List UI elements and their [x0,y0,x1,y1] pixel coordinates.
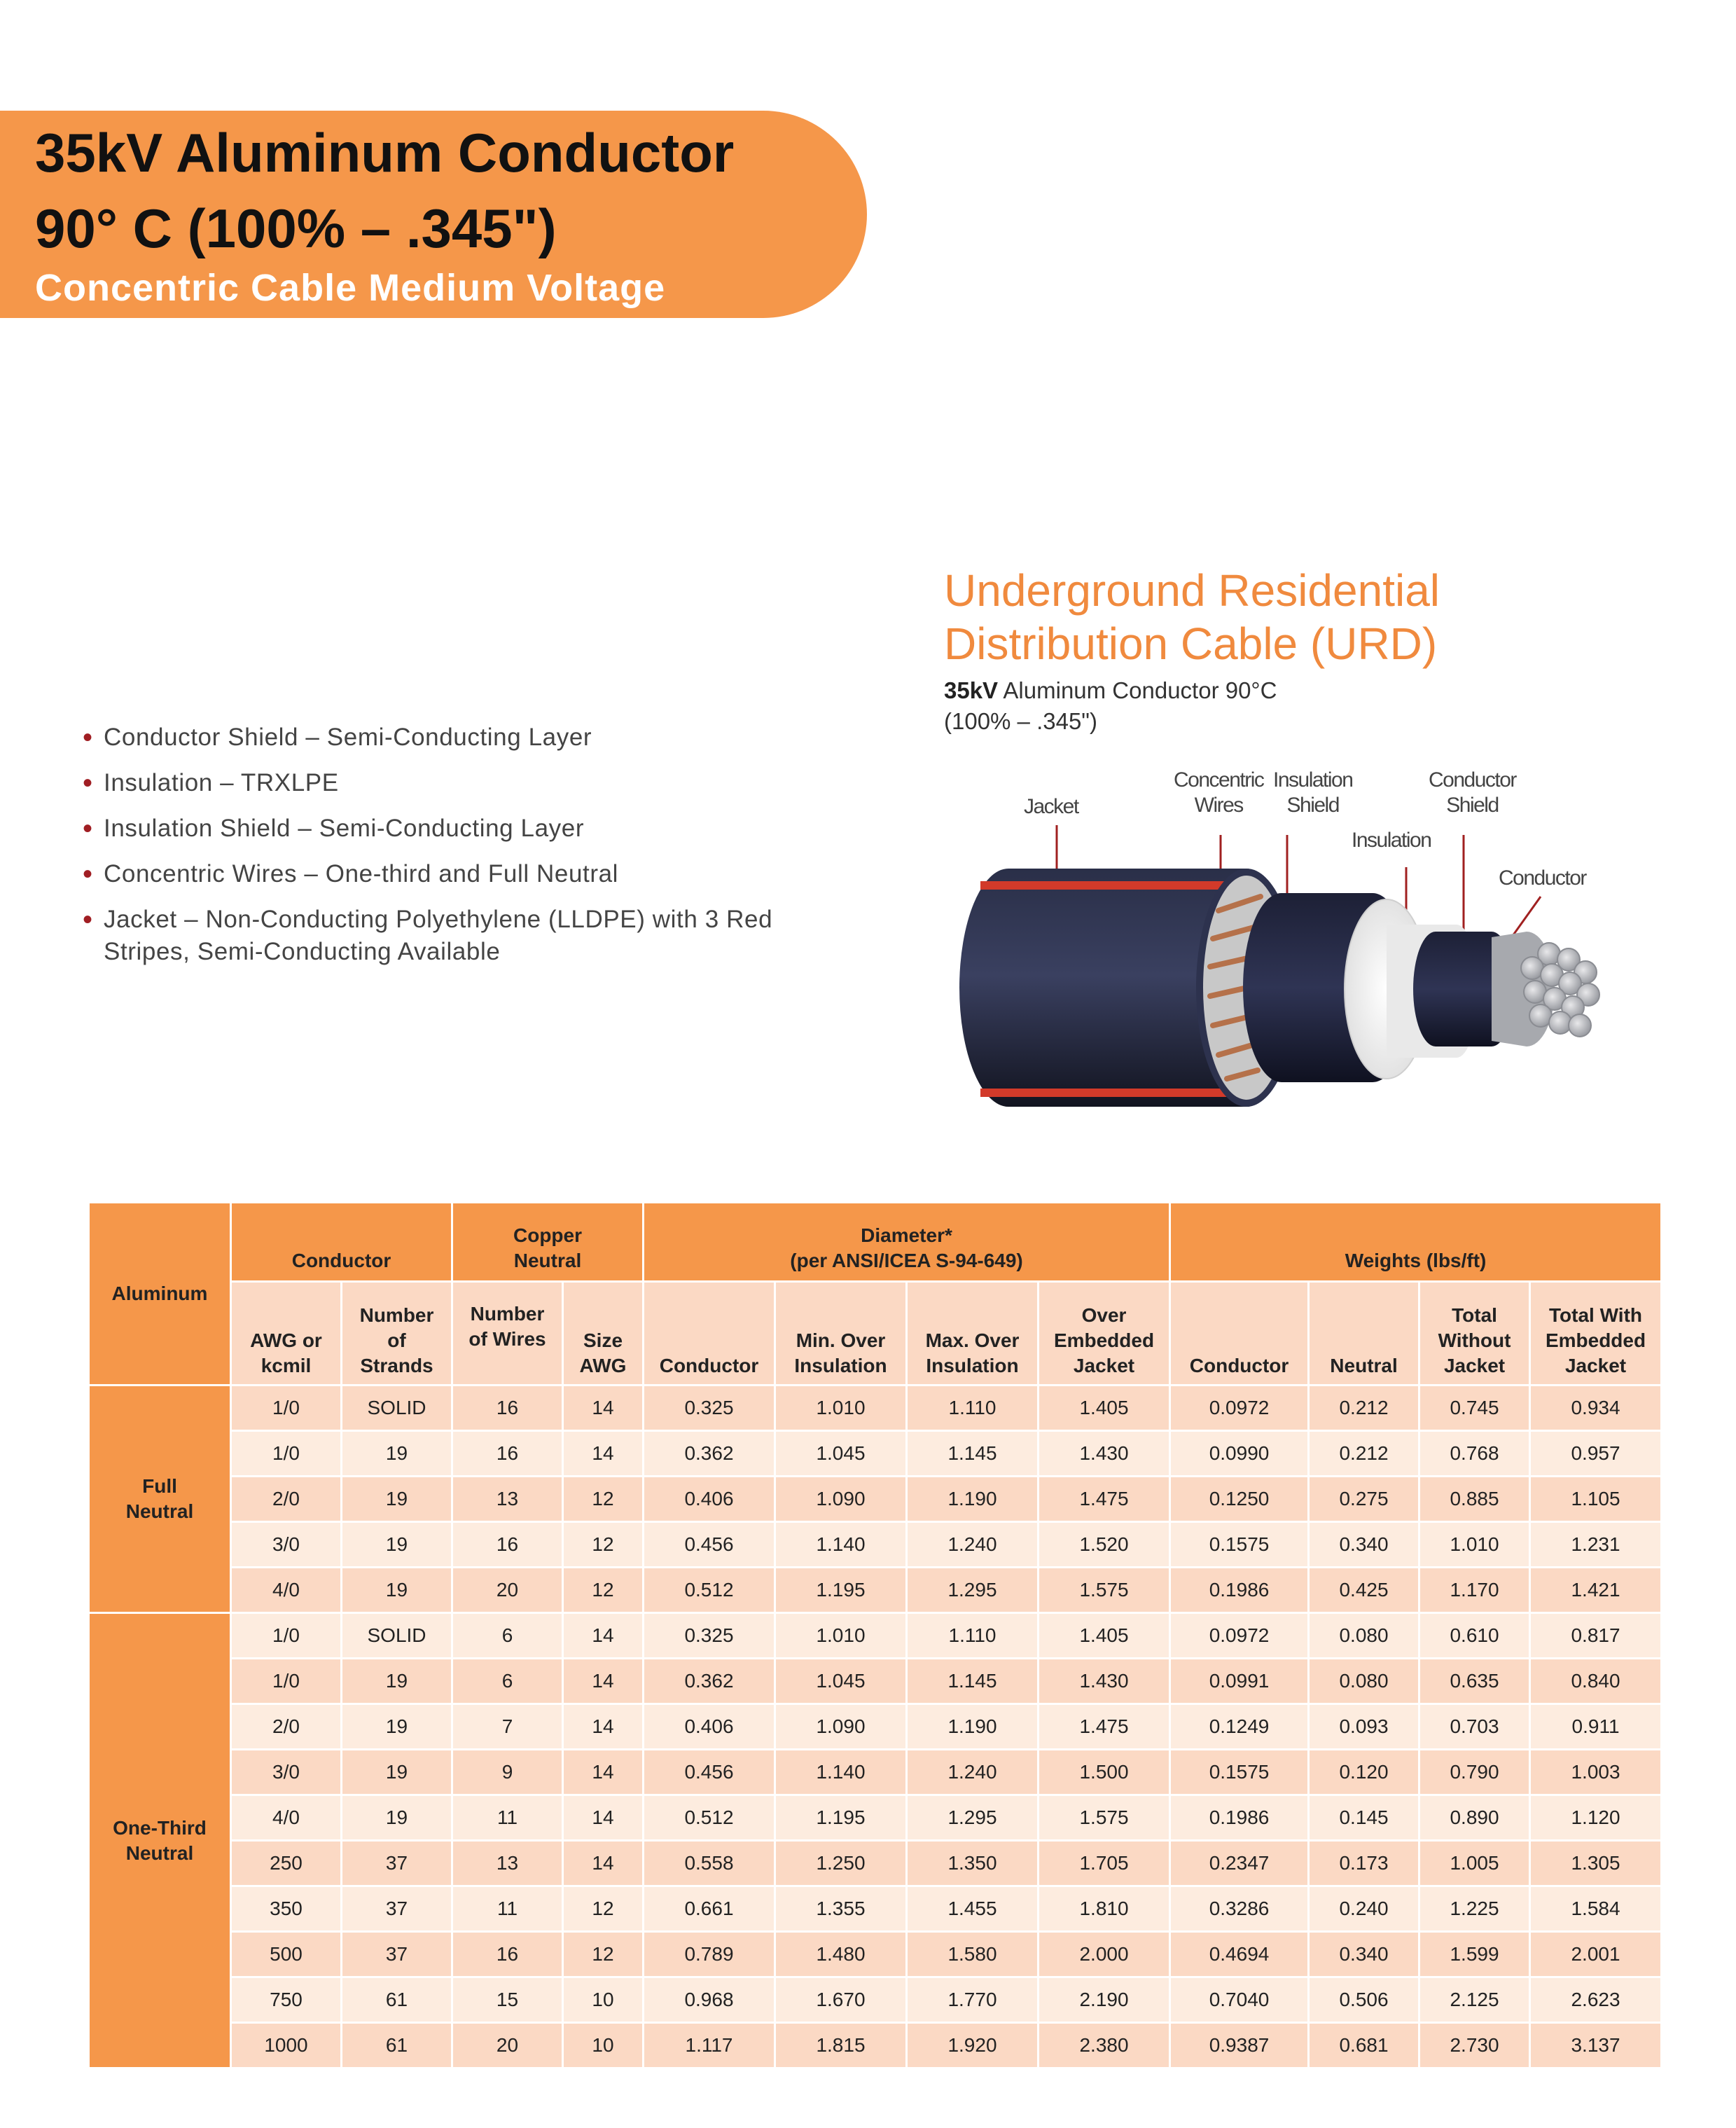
table-row [90,1432,1660,1475]
table-cell: 1.475 [1039,1477,1169,1521]
label-concentric-wires: Concentric Wires [1174,768,1264,817]
header-weight-conductor: Conductor [1171,1283,1307,1384]
table-cell: 1.475 [1039,1705,1169,1748]
table-row [90,1978,1660,2022]
table-cell: 0.2347 [1171,1842,1307,1885]
header-size-awg: Size AWG [564,1283,642,1384]
table-cell: 1.140 [776,1750,905,1794]
table-cell: 61 [342,1978,451,2022]
table-cell: 14 [564,1386,642,1430]
table-cell: 0.681 [1310,2024,1418,2067]
table-cell: 3.137 [1531,2024,1660,2067]
table-row [90,1568,1660,1612]
table-cell: 1.045 [776,1659,905,1703]
feature-item: • Conductor Shield – Semi-Conducting Layer [83,722,592,753]
table-cell: 14 [564,1796,642,1839]
table-cell: 1.195 [776,1796,905,1839]
table-cell: 0.080 [1310,1659,1418,1703]
header-diameter-group: Diameter* (per ANSI/ICEA S-94-649) [644,1203,1169,1280]
table-cell: 12 [564,1887,642,1930]
table-cell: 0.340 [1310,1523,1418,1566]
table-cell: 2.380 [1039,2024,1169,2067]
table-cell: 14 [564,1614,642,1657]
table-cell: 0.275 [1310,1477,1418,1521]
table-cell: 1.295 [908,1568,1037,1612]
table-cell: 1.520 [1039,1523,1169,1566]
specification-table [88,1201,1662,2069]
table-cell: 0.340 [1310,1933,1418,1976]
table-cell: 1.480 [776,1933,905,1976]
table-cell: 0.456 [644,1750,774,1794]
table-row [90,1842,1660,1885]
table-cell: 2.730 [1420,2024,1529,2067]
table-cell: 14 [564,1705,642,1748]
table-cell: 1.190 [908,1477,1037,1521]
table-cell: 0.968 [644,1978,774,2022]
table-cell: 1.580 [908,1933,1037,1976]
label-conductor-shield: Conductor Shield [1429,768,1516,817]
table-cell: 1.350 [908,1842,1037,1885]
table-row [90,1705,1660,1748]
header-diameter-conductor: Conductor [644,1283,774,1384]
table-cell: 1.003 [1531,1750,1660,1794]
table-cell: 1.500 [1039,1750,1169,1794]
table-cell: 0.558 [644,1842,774,1885]
table-cell: 0.173 [1310,1842,1418,1885]
table-cell: 0.120 [1310,1750,1418,1794]
table-cell: 1.405 [1039,1386,1169,1430]
table-cell: 0.610 [1420,1614,1529,1657]
table-cell: 11 [453,1796,562,1839]
urd-subtitle: 35kV Aluminum Conductor 90°C (100% – .345") [944,677,1277,734]
table-cell: 1000 [232,2024,340,2067]
table-cell: 10 [564,1978,642,2022]
header-weight-neutral: Neutral [1310,1283,1418,1384]
table-cell: 0.1986 [1171,1796,1307,1839]
table-cell: 0.840 [1531,1659,1660,1703]
table-cell: 0.406 [644,1705,774,1748]
table-cell: 1.815 [776,2024,905,2067]
table-cell: 1.105 [1531,1477,1660,1521]
table-cell: 15 [453,1978,562,2022]
table-row [90,1477,1660,1521]
urd-title: Underground Residential Distribution Cable (URD) [944,565,1440,669]
table-cell: 0.0972 [1171,1614,1307,1657]
table-cell: 1.195 [776,1568,905,1612]
bullet-icon: • [83,813,93,844]
table-cell: 1.810 [1039,1887,1169,1930]
header-number-of-strands: Number of Strands [342,1283,451,1384]
table-cell: 0.406 [644,1477,774,1521]
table-cell: 0.512 [644,1796,774,1839]
header-over-embedded-jacket: Over Embedded Jacket [1039,1283,1169,1384]
feature-item: • Insulation Shield – Semi-Conducting Layer [83,813,585,844]
table-cell: 20 [453,1568,562,1612]
table-cell: 0.512 [644,1568,774,1612]
table-row [90,2024,1660,2067]
page-title: 35kV Aluminum Conductor [35,122,735,184]
table-cell: 1/0 [232,1659,340,1703]
table-cell: 19 [342,1796,451,1839]
table-cell: 0.789 [644,1933,774,1976]
table-cell: 1.140 [776,1523,905,1566]
row-group-label: One-Third Neutral [90,1614,230,2067]
table-cell: 0.093 [1310,1705,1418,1748]
header-number-of-wires: Number of Wires [453,1283,562,1384]
table-row [90,1386,1660,1430]
table-cell: 0.080 [1310,1614,1418,1657]
table-cell: 1.225 [1420,1887,1529,1930]
table-cell: 2/0 [232,1477,340,1521]
table-cell: 12 [564,1568,642,1612]
table-row [90,1796,1660,1839]
table-cell: 0.885 [1420,1477,1529,1521]
row-group-label: Full Neutral [90,1386,230,1612]
table-cell: 1.584 [1531,1887,1660,1930]
table-cell: 1.110 [908,1386,1037,1430]
table-cell: 3/0 [232,1750,340,1794]
table-cell: 1/0 [232,1386,340,1430]
table-cell: 0.0990 [1171,1432,1307,1475]
table-cell: 0.145 [1310,1796,1418,1839]
table-cell: 19 [342,1659,451,1703]
feature-list [83,721,811,981]
bullet-icon: • [83,722,93,753]
table-cell: 1.575 [1039,1568,1169,1612]
table-cell: 0.325 [644,1614,774,1657]
page-title-rating: 90° C (100% – .345") [35,198,557,259]
table-cell: 0.934 [1531,1386,1660,1430]
table-cell: 0.890 [1420,1796,1529,1839]
table-row [90,1659,1660,1703]
table-cell: 250 [232,1842,340,1885]
table-cell: 0.240 [1310,1887,1418,1930]
table-cell: 2.000 [1039,1933,1169,1976]
table-cell: 0.817 [1531,1614,1660,1657]
table-cell: 16 [453,1386,562,1430]
table-row [90,1750,1660,1794]
table-cell: 1.045 [776,1432,905,1475]
table-cell: 1.190 [908,1705,1037,1748]
table-cell: 0.911 [1531,1705,1660,1748]
header-min-over-insulation: Min. Over Insulation [776,1283,905,1384]
table-cell: 0.745 [1420,1386,1529,1430]
table-cell: 13 [453,1842,562,1885]
bullet-icon: • [83,859,93,890]
header-copper-neutral-group: Copper Neutral [453,1203,642,1280]
table-cell: SOLID [342,1614,451,1657]
table-cell: 19 [342,1432,451,1475]
table-cell: SOLID [342,1386,451,1430]
table-cell: 0.456 [644,1523,774,1566]
table-cell: 0.703 [1420,1705,1529,1748]
table-cell: 19 [342,1705,451,1748]
table-cell: 1/0 [232,1614,340,1657]
bullet-icon: • [83,904,93,935]
table-cell: 1.430 [1039,1659,1169,1703]
header-awg-kcmil: AWG or kcmil [232,1283,340,1384]
table-cell: 2.125 [1420,1978,1529,2022]
header-total-with-embedded-jacket: Total With Embedded Jacket [1531,1283,1660,1384]
table-cell: 12 [564,1523,642,1566]
table-cell: 1.117 [644,2024,774,2067]
table-cell: 10 [564,2024,642,2067]
table-cell: 1.240 [908,1750,1037,1794]
table-cell: 1.295 [908,1796,1037,1839]
table-cell: 0.1575 [1171,1523,1307,1566]
table-cell: 350 [232,1887,340,1930]
table-cell: 14 [564,1659,642,1703]
table-cell: 1.599 [1420,1933,1529,1976]
header-max-over-insulation: Max. Over Insulation [908,1283,1037,1384]
feature-item: • Insulation – TRXLPE [83,768,339,799]
table-cell: 0.212 [1310,1386,1418,1430]
table-row [90,1523,1660,1566]
table-cell: 61 [342,2024,451,2067]
table-cell: 0.7040 [1171,1978,1307,2022]
table-cell: 0.4694 [1171,1933,1307,1976]
header-total-without-jacket: Total Without Jacket [1420,1283,1529,1384]
table-cell: 13 [453,1477,562,1521]
table-cell: 1.355 [776,1887,905,1930]
table-cell: 19 [342,1750,451,1794]
table-cell: 1.250 [776,1842,905,1885]
table-cell: 16 [453,1432,562,1475]
header-aluminum: Aluminum [90,1203,230,1384]
table-cell: 37 [342,1933,451,1976]
table-cell: 1/0 [232,1432,340,1475]
table-cell: 0.362 [644,1432,774,1475]
table-cell: 0.635 [1420,1659,1529,1703]
table-cell: 1.430 [1039,1432,1169,1475]
specification-table-body [90,1386,1660,2067]
table-cell: 1.010 [1420,1523,1529,1566]
table-cell: 2.190 [1039,1978,1169,2022]
table-cell: 1.145 [908,1432,1037,1475]
table-cell: 12 [564,1933,642,1976]
table-cell: 0.1575 [1171,1750,1307,1794]
table-cell: 0.212 [1310,1432,1418,1475]
table-cell: 11 [453,1887,562,1930]
table-cell: 0.1250 [1171,1477,1307,1521]
table-cell: 19 [342,1523,451,1566]
table-cell: 2/0 [232,1705,340,1748]
table-cell: 7 [453,1705,562,1748]
table-cell: 0.9387 [1171,2024,1307,2067]
table-cell: 0.425 [1310,1568,1418,1612]
table-cell: 0.790 [1420,1750,1529,1794]
table-cell: 1.090 [776,1477,905,1521]
table-cell: 14 [564,1432,642,1475]
table-cell: 0.0991 [1171,1659,1307,1703]
table-cell: 1.110 [908,1614,1037,1657]
table-cell: 16 [453,1933,562,1976]
label-insulation: Insulation [1352,829,1431,852]
table-cell: 6 [453,1614,562,1657]
bullet-icon: • [83,768,93,799]
table-cell: 12 [564,1477,642,1521]
table-cell: 1.670 [776,1978,905,2022]
table-cell: 14 [564,1750,642,1794]
table-cell: 14 [564,1842,642,1885]
table-cell: 4/0 [232,1568,340,1612]
table-cell: 6 [453,1659,562,1703]
table-cell: 37 [342,1887,451,1930]
header-conductor-group: Conductor [232,1203,451,1280]
table-cell: 19 [342,1477,451,1521]
table-cell: 1.010 [776,1386,905,1430]
table-cell: 1.120 [1531,1796,1660,1839]
table-cell: 1.421 [1531,1568,1660,1612]
table-cell: 0.0972 [1171,1386,1307,1430]
table-cell: 1.455 [908,1887,1037,1930]
table-cell: 1.920 [908,2024,1037,2067]
table-cell: 1.005 [1420,1842,1529,1885]
table-cell: 1.770 [908,1978,1037,2022]
label-jacket: Jacket [1024,795,1078,818]
table-cell: 1.231 [1531,1523,1660,1566]
table-cell: 0.661 [644,1887,774,1930]
table-cell: 2.623 [1531,1978,1660,2022]
table-cell: 0.957 [1531,1432,1660,1475]
cable-cross-section-illustration [952,792,1625,1128]
feature-item: • Concentric Wires – One-third and Full Neutral [83,859,619,890]
table-cell: 0.506 [1310,1978,1418,2022]
table-cell: 1.305 [1531,1842,1660,1885]
page-subtitle: Concentric Cable Medium Voltage [35,267,666,309]
table-cell: 16 [453,1523,562,1566]
feature-item: • Jacket – Non-Conducting Polyethylene (LLDPE) with 3 Red Stripes, Semi-Conducting Available [83,904,773,965]
label-insulation-shield: Insulation Shield [1273,768,1353,817]
table-cell: 0.3286 [1171,1887,1307,1930]
table-cell: 1.145 [908,1659,1037,1703]
table-cell: 9 [453,1750,562,1794]
table-cell: 3/0 [232,1523,340,1566]
table-cell: 1.575 [1039,1796,1169,1839]
table-cell: 1.705 [1039,1842,1169,1885]
table-cell: 20 [453,2024,562,2067]
table-cell: 0.1249 [1171,1705,1307,1748]
table-row [90,1933,1660,1976]
table-cell: 750 [232,1978,340,2022]
table-cell: 0.768 [1420,1432,1529,1475]
table-cell: 0.1986 [1171,1568,1307,1612]
table-cell: 37 [342,1842,451,1885]
table-cell: 1.240 [908,1523,1037,1566]
table-cell: 1.010 [776,1614,905,1657]
table-cell: 19 [342,1568,451,1612]
table-cell: 1.405 [1039,1614,1169,1657]
table-cell: 4/0 [232,1796,340,1839]
label-conductor: Conductor [1499,866,1586,890]
table-row [90,1887,1660,1930]
table-row [90,1614,1660,1657]
table-cell: 1.170 [1420,1568,1529,1612]
header-weights-group: Weights (lbs/ft) [1171,1203,1660,1280]
table-cell: 2.001 [1531,1933,1660,1976]
table-cell: 1.090 [776,1705,905,1748]
table-cell: 500 [232,1933,340,1976]
table-cell: 0.362 [644,1659,774,1703]
table-cell: 0.325 [644,1386,774,1430]
